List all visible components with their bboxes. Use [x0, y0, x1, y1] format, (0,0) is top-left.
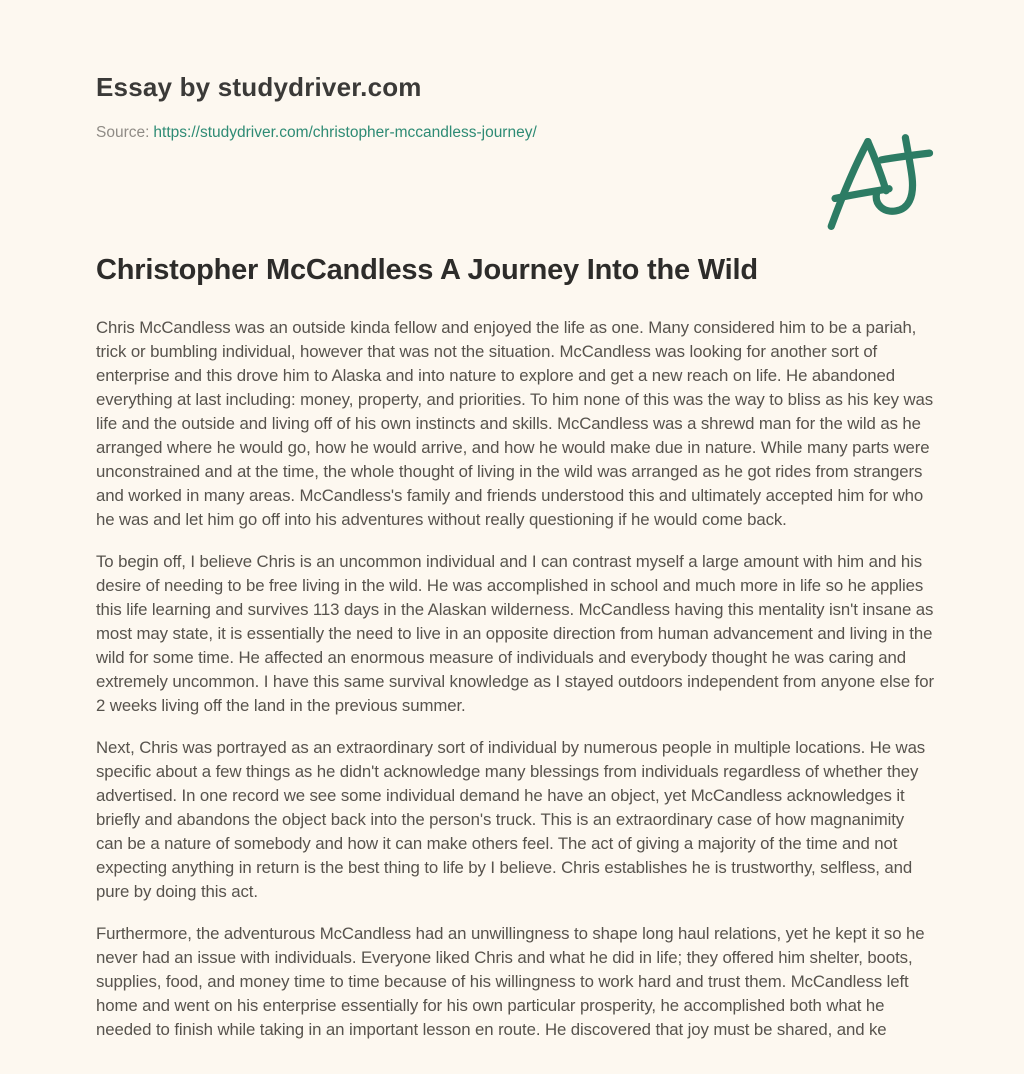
- source-label: Source:: [96, 124, 150, 141]
- brand-title: Essay by studydriver.com: [96, 72, 422, 102]
- essay-content: [96, 252, 934, 1042]
- essay-paragraph-4: Furthermore, the adventurous McCandless had an unwillingness to shape long haul relations, yet he kept it so he never had an issue with individuals. Everyone liked Chris and what he did in life; they offered him shelter, boots, supplies, food, and money time to time because of his willingness to work hard and trust them. McCandless left home and went on his enterprise essentially for his own particular prosperity, he accomplished both what he needed to finish while taking in an important lesson en route. He discovered that joy must be shared, and ke: [96, 924, 925, 1039]
- essay-paragraph-3: Next, Chris was portrayed as an extraordinary sort of individual by numerous people in multiple locations. He was specific about a few things as he didn't acknowledge many blessings from individuals regardless of whether they advertised. In one record we see some individual demand he have an object, yet McCandless acknowledges it briefly and abandons the object back into the person's truck. This is an extraordinary case of how magnanimity can be a nature of somebody and how it can make others feel. The act of giving a majority of the time and not expecting anything in return is the best thing to life by I believe. Chris establishes he is trustworthy, selfless, and pure by doing this act.: [96, 738, 926, 901]
- a-plus-logo-icon: [822, 130, 958, 236]
- essay-paragraph-2: To begin off, I believe Chris is an uncommon individual and I can contrast myself a large amount with him and his desire of needing to be free living in the wild. He was accomplished in school and much more in life so he applies this life learning and survives 113 days in the Alaskan wilderness. McCandless having this mentality isn't insane as most may state, it is essentially the need to live in an opposite direction from human advancement and living in the wild for some time. He affected an enormous measure of individuals and everybody thought he was caring and extremely uncommon. I have this same survival knowledge as I stayed outdoors independent from anyone else for 2 weeks living off the land in the previous summer.: [96, 552, 934, 715]
- source-line: [96, 122, 934, 144]
- essay-paragraph-1: Chris McCandless was an outside kinda fellow and enjoyed the life as one. Many considered him to be a pariah, trick or bumbling individual, however that was not the situation. McCandless was looking for another sort of enterprise and this drove him to Alaska and into nature to explore and get a new reach on life. He abandoned everything at last including: money, property, and priorities. To him none of this was the way to bliss as his key was life and the outside and living off of his own instincts and skills. McCandless was a shrewd man for the wild as he arranged where he would go, how he would arrive, and how he would make due in nature. While many parts were unconstrained and at the time, the whole thought of living in the wild was arranged as he got rides from strangers and worked in many areas. McCandless's family and friends understood this and ultimately accepted him for who he was and let him go off into his adventures without really questioning if he would come back.: [96, 318, 933, 529]
- essay-page: [0, 72, 1024, 1074]
- page-header: [96, 72, 934, 144]
- essay-body: [96, 316, 934, 1042]
- source-link[interactable]: https://studydriver.com/christopher-mccandless-journey/: [153, 124, 537, 141]
- essay-title: Christopher McCandless A Journey Into the Wild: [96, 254, 758, 286]
